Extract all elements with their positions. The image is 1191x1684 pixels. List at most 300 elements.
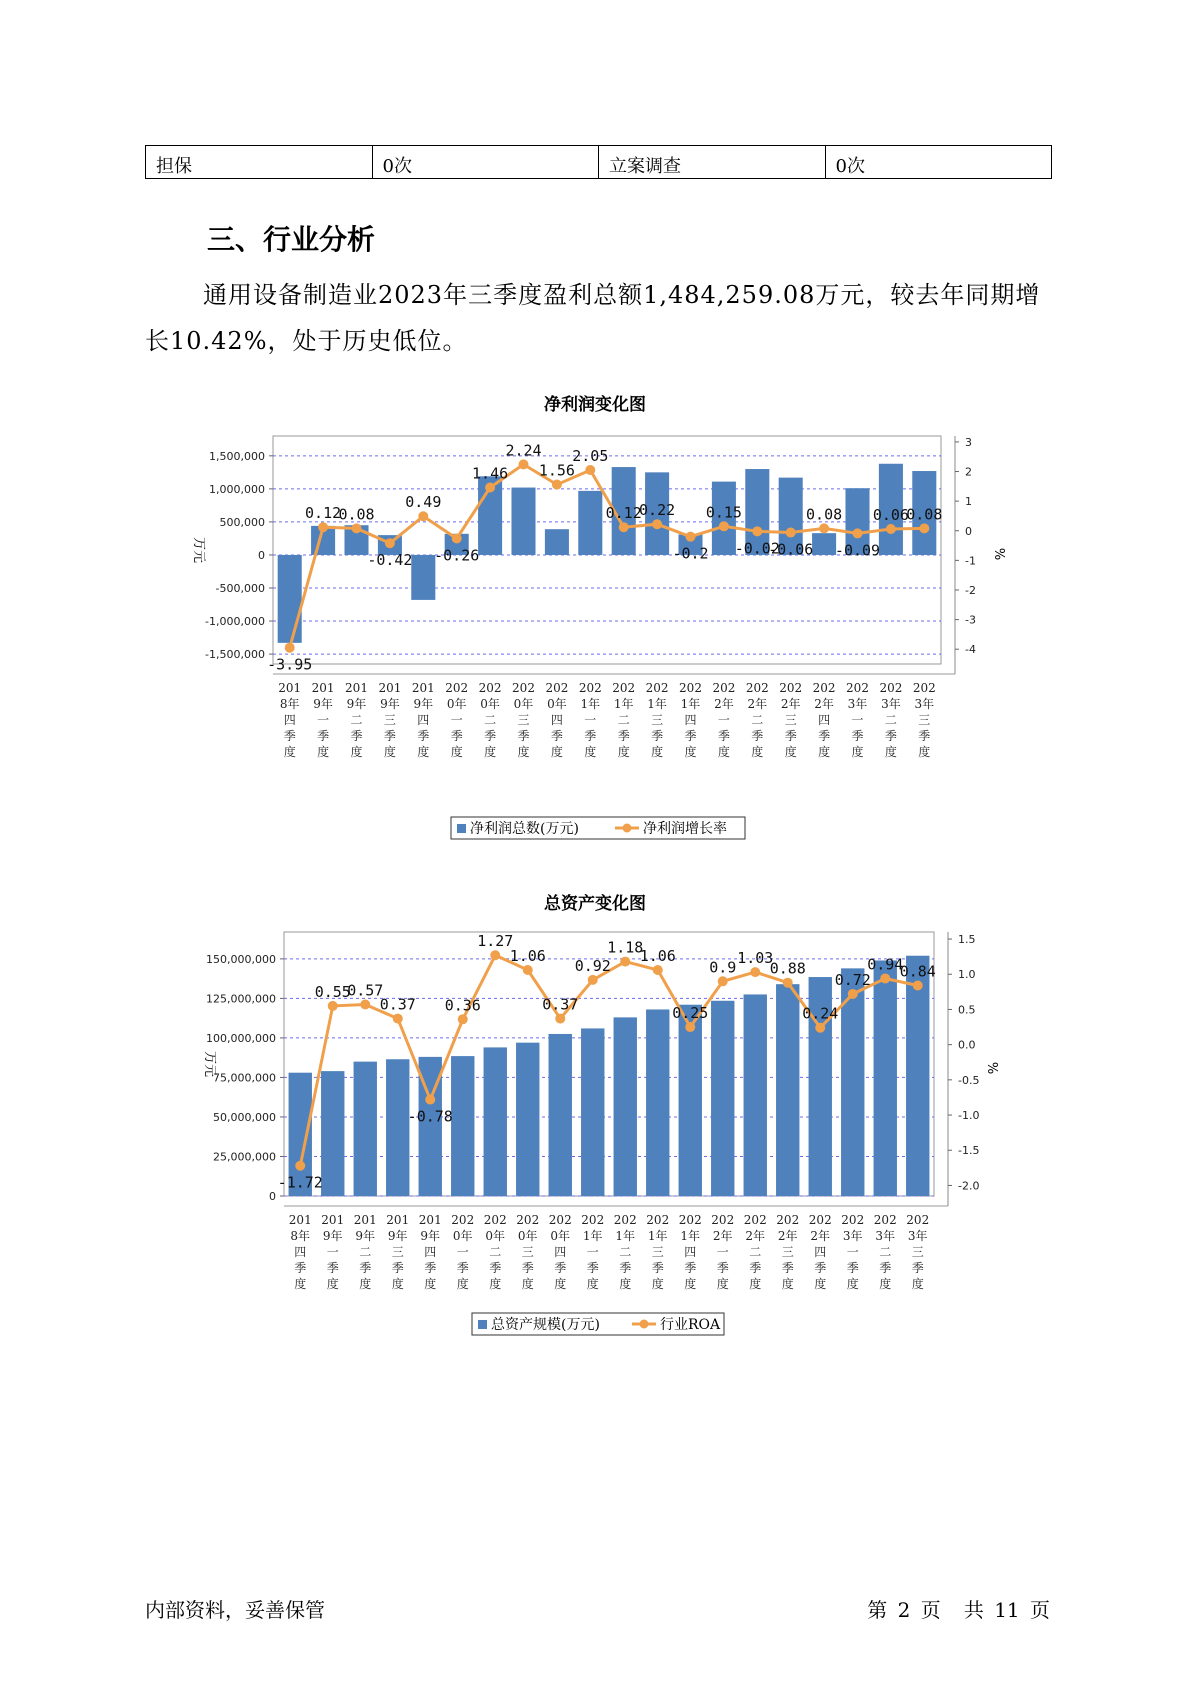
x-tick-label: 三 xyxy=(918,713,931,727)
x-tick-label: 四 xyxy=(283,713,296,727)
y-tick-label: 75,000,000 xyxy=(213,1071,276,1085)
bar xyxy=(516,1043,539,1196)
x-tick-label: 季 xyxy=(619,1261,632,1275)
x-tick-label: 2年 xyxy=(810,1229,831,1243)
x-tick-label: 3年 xyxy=(914,697,935,711)
x-tick-label: 202 xyxy=(612,681,636,695)
x-tick-label: 度 xyxy=(911,1277,924,1291)
x-tick-label: 1年 xyxy=(613,697,634,711)
x-tick-label: 二 xyxy=(751,713,764,727)
x-tick-label: 季 xyxy=(684,729,697,743)
x-tick-label: 202 xyxy=(451,1213,475,1227)
chart-title: 总资产变化图 xyxy=(544,894,646,914)
x-tick-label: 0年 xyxy=(517,1229,538,1243)
data-label: 0.06 xyxy=(872,505,909,524)
y2-tick-label: 0 xyxy=(965,524,972,538)
x-tick-label: 一 xyxy=(450,713,463,727)
x-tick-label: 2年 xyxy=(814,697,834,711)
y2-tick-label: -3 xyxy=(965,613,976,627)
x-tick-label: 季 xyxy=(884,729,897,743)
x-tick-label: 二 xyxy=(484,713,497,727)
data-label: 0.22 xyxy=(639,501,676,520)
x-tick-label: 度 xyxy=(784,745,797,759)
x-tick-label: 度 xyxy=(317,745,330,759)
y-tick-label: 25,000,000 xyxy=(213,1150,276,1164)
x-tick-label: 1年 xyxy=(680,697,701,711)
line-point xyxy=(652,519,662,529)
x-tick-label: 202 xyxy=(873,1213,897,1227)
line-point xyxy=(588,975,598,985)
line-point xyxy=(619,522,629,532)
line-point xyxy=(653,965,663,975)
net-profit-chart xyxy=(0,388,1191,858)
x-tick-label: 9年 xyxy=(420,1229,441,1243)
y-tick-label: -1,500,000 xyxy=(205,648,265,662)
x-tick-label: 季 xyxy=(586,1261,599,1275)
page-number: 2 xyxy=(897,1598,911,1622)
y-tick-label: -500,000 xyxy=(215,582,265,595)
x-tick-label: 季 xyxy=(749,1261,762,1275)
data-label: 1.18 xyxy=(607,938,644,957)
x-tick-label: 202 xyxy=(711,1213,735,1227)
y-tick-label: 125,000,000 xyxy=(206,992,276,1006)
x-tick-label: 1年 xyxy=(647,697,667,711)
legend xyxy=(472,1313,724,1335)
x-tick-label: 202 xyxy=(516,1213,540,1227)
x-tick-label: 1年 xyxy=(582,1229,603,1243)
total-prefix: 共 xyxy=(963,1598,984,1622)
data-label: 2.24 xyxy=(505,441,542,460)
data-label: 0.08 xyxy=(806,505,843,524)
x-tick-label: 季 xyxy=(383,729,396,743)
x-tick-label: 202 xyxy=(548,1213,572,1227)
y2-tick-label: 1.5 xyxy=(958,933,976,947)
x-tick-label: 2年 xyxy=(777,1229,798,1243)
x-tick-label: 度 xyxy=(283,745,296,759)
x-tick-label: 9年 xyxy=(313,697,333,711)
x-tick-label: 季 xyxy=(294,1261,307,1275)
x-tick-label: 度 xyxy=(684,1277,697,1291)
y-axis-title: 万元 xyxy=(191,536,206,564)
y2-tick-label: 0.0 xyxy=(958,1038,976,1052)
x-tick-label: 1年 xyxy=(580,697,601,711)
x-tick-label: 季 xyxy=(450,729,463,743)
line-point xyxy=(318,522,328,532)
x-tick-label: 2年 xyxy=(747,697,768,711)
x-tick-label: 202 xyxy=(645,681,669,695)
y2-tick-label: 3 xyxy=(965,435,972,449)
x-tick-label: 1年 xyxy=(615,1229,636,1243)
x-tick-label: 四 xyxy=(818,713,831,727)
bar xyxy=(484,1047,507,1196)
data-label: -0.09 xyxy=(834,541,881,560)
x-tick-label: 202 xyxy=(578,681,602,695)
x-tick-label: 三 xyxy=(521,1245,534,1259)
x-tick-label: 3年 xyxy=(842,1229,863,1243)
x-tick-label: 0年 xyxy=(480,697,500,711)
footer-confidential: 内部资料，妥善保管 xyxy=(145,1598,325,1622)
chart-title: 净利润变化图 xyxy=(544,395,646,415)
data-label: 0.92 xyxy=(574,956,611,975)
x-tick-label: 季 xyxy=(350,729,363,743)
y-tick-label: 100,000,000 xyxy=(206,1031,276,1045)
x-tick-label: 度 xyxy=(884,745,897,759)
x-tick-label: 季 xyxy=(716,1261,729,1275)
x-tick-label: 8年 xyxy=(279,697,300,711)
bar xyxy=(776,984,799,1196)
x-tick-label: 二 xyxy=(749,1245,762,1259)
y2-tick-label: 2 xyxy=(965,465,972,479)
total-pages: 11 xyxy=(994,1598,1020,1622)
line-point xyxy=(385,538,395,548)
x-tick-label: 202 xyxy=(743,1213,767,1227)
x-tick-label: 9年 xyxy=(322,1229,343,1243)
line-point xyxy=(783,978,793,988)
y2-tick-label: -0.5 xyxy=(958,1073,980,1087)
total-unit: 页 xyxy=(1030,1598,1050,1622)
x-tick-label: 季 xyxy=(846,1261,859,1275)
x-tick-label: 季 xyxy=(391,1261,404,1275)
x-tick-label: 季 xyxy=(784,729,797,743)
x-tick-label: 度 xyxy=(584,745,597,759)
y-axis-title: 万元 xyxy=(202,1050,217,1078)
bar xyxy=(614,1017,637,1196)
x-tick-label: 202 xyxy=(545,681,569,695)
x-tick-label: 202 xyxy=(512,681,535,695)
x-tick-label: 二 xyxy=(617,713,630,727)
x-tick-label: 202 xyxy=(776,1213,800,1227)
x-tick-label: 四 xyxy=(417,713,430,727)
legend-bar-swatch xyxy=(478,1320,487,1329)
bar xyxy=(545,529,569,555)
x-tick-label: 度 xyxy=(554,1277,567,1291)
x-tick-label: 201 xyxy=(353,1213,377,1227)
data-label: -0.06 xyxy=(768,540,814,559)
data-label: 0.72 xyxy=(834,970,871,989)
line-point xyxy=(886,524,896,534)
x-tick-label: 三 xyxy=(784,713,797,727)
x-tick-label: 0年 xyxy=(485,1229,506,1243)
legend-bar-label: 净利润总数(万元) xyxy=(470,821,579,837)
legend-bar-swatch xyxy=(457,824,466,833)
x-tick-label: 度 xyxy=(651,745,664,759)
bar xyxy=(411,555,435,600)
x-tick-label: 季 xyxy=(359,1261,372,1275)
line-point xyxy=(418,511,428,521)
x-tick-label: 202 xyxy=(478,681,502,695)
line-point xyxy=(552,480,562,490)
x-tick-label: 季 xyxy=(617,729,630,743)
line-point xyxy=(555,1014,565,1024)
x-tick-label: 202 xyxy=(879,681,903,695)
x-tick-label: 度 xyxy=(751,745,764,759)
line-point xyxy=(913,981,923,991)
data-label: 0.36 xyxy=(444,996,481,1015)
x-tick-label: 季 xyxy=(317,729,330,743)
x-tick-label: 3年 xyxy=(881,697,901,711)
data-label: -0.2 xyxy=(672,544,709,563)
x-tick-label: 3年 xyxy=(875,1229,896,1243)
data-label: -1.72 xyxy=(277,1173,323,1192)
x-tick-label: 度 xyxy=(781,1277,794,1291)
line-point xyxy=(585,465,595,475)
x-tick-label: 一 xyxy=(851,713,864,727)
data-label: 0.57 xyxy=(347,981,384,1000)
y-tick-label: 500,000 xyxy=(219,515,265,529)
total-assets-chart xyxy=(0,885,1191,1355)
x-tick-label: 度 xyxy=(550,745,563,759)
data-label: -0.78 xyxy=(407,1107,453,1126)
x-tick-label: 度 xyxy=(484,745,497,759)
y2-tick-label: -2 xyxy=(965,583,976,597)
y2-tick-label: 1.0 xyxy=(958,968,976,982)
x-tick-label: 3年 xyxy=(907,1229,928,1243)
x-tick-label: 度 xyxy=(489,1277,502,1291)
bar xyxy=(549,1034,572,1196)
line-point xyxy=(328,1001,338,1011)
x-tick-label: 季 xyxy=(918,729,931,743)
bar xyxy=(451,1056,474,1196)
y-tick-label: 0 xyxy=(258,548,265,562)
bar xyxy=(578,491,602,555)
x-tick-label: 0年 xyxy=(452,1229,473,1243)
x-tick-label: 2年 xyxy=(712,1229,733,1243)
y-tick-label: 150,000,000 xyxy=(206,952,276,966)
x-tick-label: 度 xyxy=(814,1277,827,1291)
x-tick-label: 9年 xyxy=(380,697,400,711)
x-tick-label: 四 xyxy=(554,1245,567,1259)
line-point xyxy=(523,965,533,975)
x-tick-label: 3年 xyxy=(847,697,868,711)
x-tick-label: 202 xyxy=(841,1213,865,1227)
x-tick-label: 度 xyxy=(517,745,530,759)
x-tick-label: 一 xyxy=(456,1245,469,1259)
line-point xyxy=(919,523,929,533)
x-tick-label: 季 xyxy=(283,729,296,743)
x-tick-label: 季 xyxy=(550,729,563,743)
x-tick-label: 一 xyxy=(317,713,330,727)
x-tick-label: 度 xyxy=(879,1277,892,1291)
x-tick-label: 202 xyxy=(846,681,869,695)
info-table xyxy=(145,145,1052,179)
line-point xyxy=(848,989,858,999)
x-tick-label: 季 xyxy=(818,729,831,743)
data-label: 0.84 xyxy=(899,962,936,981)
x-tick-label: 0年 xyxy=(513,697,534,711)
x-tick-label: 201 xyxy=(311,681,335,695)
x-tick-label: 202 xyxy=(678,1213,702,1227)
line-point xyxy=(750,967,760,977)
data-label: 2.05 xyxy=(572,447,609,466)
data-label: -0.42 xyxy=(367,551,413,570)
x-tick-label: 季 xyxy=(751,729,764,743)
x-tick-label: 度 xyxy=(851,745,864,759)
y2-tick-label: 0.5 xyxy=(958,1003,976,1017)
x-tick-label: 9年 xyxy=(413,697,434,711)
bar xyxy=(581,1028,604,1196)
data-label: -0.26 xyxy=(434,546,480,565)
legend xyxy=(451,817,745,839)
x-tick-label: 季 xyxy=(684,1261,697,1275)
x-tick-label: 2年 xyxy=(780,697,801,711)
line-point xyxy=(295,1161,305,1171)
x-tick-label: 二 xyxy=(879,1245,892,1259)
y2-tick-label: -1.0 xyxy=(958,1109,980,1123)
page-prefix: 第 xyxy=(867,1598,888,1622)
x-tick-label: 202 xyxy=(812,681,836,695)
legend-line-label: 行业ROA xyxy=(660,1317,721,1333)
x-tick-label: 三 xyxy=(391,1245,404,1259)
data-label: 0.9 xyxy=(709,958,737,977)
table-cell: 立案调查 xyxy=(599,146,826,179)
page-unit: 页 xyxy=(920,1598,941,1622)
x-tick-label: 三 xyxy=(383,713,396,727)
data-label: 0.08 xyxy=(338,505,375,524)
x-tick-label: 201 xyxy=(386,1213,410,1227)
x-tick-label: 度 xyxy=(586,1277,599,1291)
x-tick-label: 一 xyxy=(716,1245,729,1259)
line-point xyxy=(752,526,762,536)
x-tick-label: 季 xyxy=(554,1261,567,1275)
x-tick-label: 度 xyxy=(350,745,363,759)
footer-page-info xyxy=(865,1594,1052,1623)
x-tick-label: 202 xyxy=(808,1213,832,1227)
x-tick-label: 度 xyxy=(521,1277,534,1291)
x-tick-label: 度 xyxy=(651,1277,664,1291)
line-point xyxy=(285,643,295,653)
x-tick-label: 一 xyxy=(846,1245,859,1259)
line-point xyxy=(786,528,796,538)
legend-line-label: 净利润增长率 xyxy=(643,821,727,837)
x-tick-label: 一 xyxy=(717,713,730,727)
x-tick-label: 二 xyxy=(359,1245,372,1259)
x-tick-label: 度 xyxy=(717,745,730,759)
y-tick-label: 1,000,000 xyxy=(209,482,265,496)
x-tick-label: 四 xyxy=(684,713,697,727)
bar xyxy=(744,994,767,1196)
x-tick-label: 202 xyxy=(483,1213,507,1227)
analysis-paragraph: 通用设备制造业2023年三季度盈利总额1,484,259.08万元，较去年同期增长10.42%，处于历史低位。 xyxy=(145,281,1041,355)
x-tick-label: 度 xyxy=(749,1277,762,1291)
x-tick-label: 季 xyxy=(584,729,597,743)
data-label: 1.46 xyxy=(472,464,509,483)
x-tick-label: 季 xyxy=(911,1261,924,1275)
y2-axis-title: % xyxy=(991,547,1006,561)
line-point xyxy=(452,533,462,543)
line-point xyxy=(718,976,728,986)
x-tick-label: 二 xyxy=(350,713,363,727)
x-tick-label: 1年 xyxy=(647,1229,668,1243)
line-point xyxy=(485,483,495,493)
x-tick-label: 度 xyxy=(716,1277,729,1291)
y2-tick-label: 1 xyxy=(965,495,972,509)
x-tick-label: 202 xyxy=(581,1213,605,1227)
x-tick-label: 季 xyxy=(851,729,864,743)
y-tick-label: 1,500,000 xyxy=(209,449,265,463)
bar xyxy=(354,1062,377,1196)
data-label: -3.95 xyxy=(267,655,313,674)
bar xyxy=(906,956,929,1196)
x-tick-label: 度 xyxy=(456,1277,469,1291)
x-tick-label: 四 xyxy=(814,1245,827,1259)
data-label: 1.06 xyxy=(639,947,676,966)
data-label: 1.03 xyxy=(737,949,774,968)
y2-axis-title: % xyxy=(984,1061,999,1075)
x-tick-label: 9年 xyxy=(355,1229,376,1243)
x-tick-label: 季 xyxy=(517,729,530,743)
x-tick-label: 202 xyxy=(712,681,736,695)
data-label: 0.49 xyxy=(405,493,442,512)
x-tick-label: 二 xyxy=(489,1245,502,1259)
line-point xyxy=(686,532,696,542)
x-tick-label: 201 xyxy=(321,1213,345,1227)
x-tick-label: 季 xyxy=(717,729,730,743)
x-tick-label: 三 xyxy=(651,1245,664,1259)
table-cell: 担保 xyxy=(146,146,373,179)
x-tick-label: 三 xyxy=(781,1245,794,1259)
x-tick-label: 202 xyxy=(745,681,769,695)
x-tick-label: 四 xyxy=(294,1245,307,1259)
line-point xyxy=(458,1014,468,1024)
x-tick-label: 度 xyxy=(294,1277,307,1291)
y-tick-label: 0 xyxy=(269,1190,276,1203)
data-label: 0.88 xyxy=(769,959,806,978)
x-tick-label: 季 xyxy=(417,729,430,743)
x-tick-label: 二 xyxy=(619,1245,632,1259)
data-label: 0.12 xyxy=(305,504,342,523)
bar xyxy=(278,555,302,643)
line-point xyxy=(620,957,630,967)
x-tick-label: 201 xyxy=(345,681,368,695)
data-label: 0.15 xyxy=(705,503,742,522)
x-tick-label: 2年 xyxy=(714,697,734,711)
line-point xyxy=(360,1000,370,1010)
x-tick-label: 度 xyxy=(619,1277,632,1291)
x-tick-label: 2年 xyxy=(745,1229,766,1243)
bar xyxy=(679,1005,702,1196)
x-tick-label: 季 xyxy=(651,1261,664,1275)
x-tick-label: 8年 xyxy=(290,1229,311,1243)
x-tick-label: 0年 xyxy=(547,697,567,711)
line-point xyxy=(685,1022,695,1032)
data-label: 1.27 xyxy=(477,932,514,951)
line-point xyxy=(853,528,863,538)
bar xyxy=(386,1059,409,1196)
x-tick-label: 度 xyxy=(450,745,463,759)
x-tick-label: 201 xyxy=(378,681,402,695)
x-tick-label: 季 xyxy=(651,729,664,743)
line-point xyxy=(815,1023,825,1033)
data-label: 0.37 xyxy=(379,995,416,1014)
x-tick-label: 一 xyxy=(586,1245,599,1259)
x-tick-label: 季 xyxy=(484,729,497,743)
line-point xyxy=(880,973,890,983)
legend-bar-label: 总资产规模(万元) xyxy=(491,1317,600,1333)
x-tick-label: 季 xyxy=(489,1261,502,1275)
x-tick-label: 一 xyxy=(584,713,597,727)
x-tick-label: 202 xyxy=(679,681,702,695)
line-point xyxy=(719,521,729,531)
legend-line-marker xyxy=(623,824,632,833)
table-cell: 0次 xyxy=(372,146,599,179)
data-label: 0.12 xyxy=(605,504,642,523)
x-tick-label: 度 xyxy=(359,1277,372,1291)
x-tick-label: 202 xyxy=(912,681,936,695)
data-label: 0.55 xyxy=(314,982,351,1001)
data-label: -0.02 xyxy=(734,539,780,558)
section-title: 三、行业分析 xyxy=(207,223,376,256)
line-point xyxy=(490,950,500,960)
